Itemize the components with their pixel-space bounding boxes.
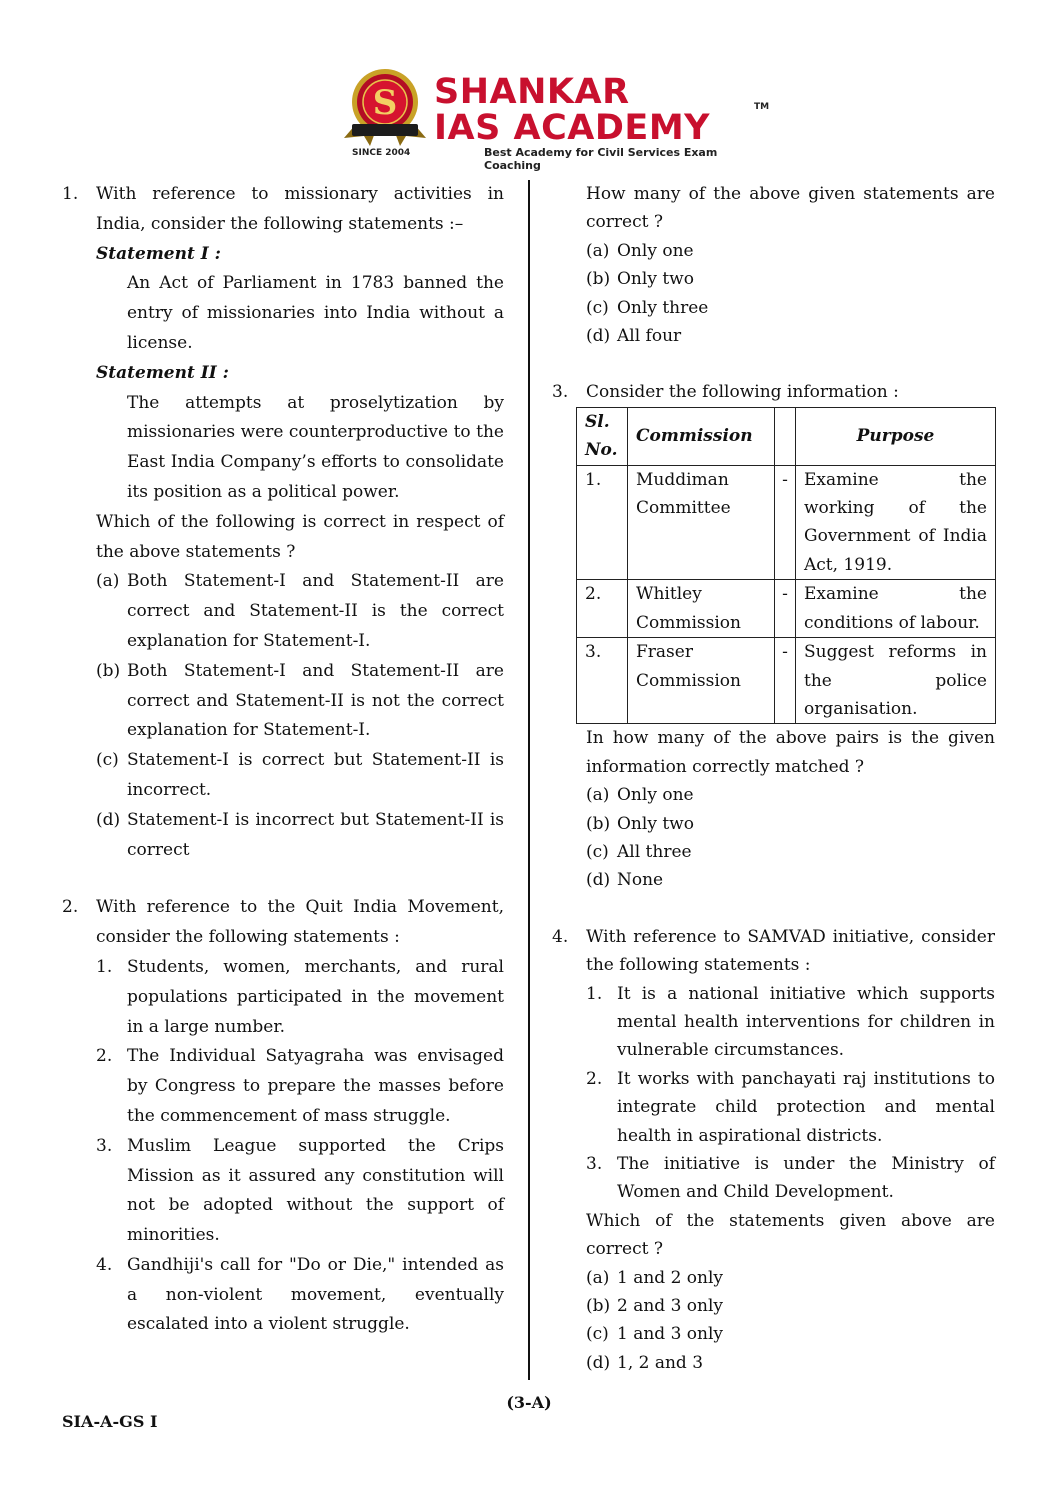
cell-purpose: Examine the working of the Government of India Act, 1919. [796,465,996,580]
option-text: Only two [617,269,694,290]
option-label: (d) [586,326,611,347]
statement-text: It is a national initiative which supports mental health interventions for children in vulnerable circumstances. [617,983,995,1061]
question-2 [62,893,504,1340]
commission-table [576,407,996,724]
statement-text: Students, women, merchants, and rural populations participated in the movement in a large number. [127,956,504,1037]
cell-dash: - [775,465,796,580]
cell-dash: - [775,580,796,638]
question-number: 4. [552,926,569,947]
table-row [577,580,996,638]
column-header-sl-no: Sl. No. [577,407,628,465]
column-divider [528,180,530,1380]
column-header-commission: Commission [628,407,775,465]
option-label: (c) [586,297,609,318]
option-c [586,838,995,866]
statement-label: 3. [586,1154,603,1174]
option-label: (c) [586,841,609,862]
option-label: (a) [586,1267,610,1288]
option-label: (a) [96,571,120,592]
statement-2-text: The attempts at proselytization by missionaries were counterproductive to the East India Company’s efforts to consolidate its position as a political power. [127,392,504,502]
question-2-continued [552,180,995,350]
option-text: Only three [617,297,709,318]
option-label: (d) [96,809,121,830]
question-stem: With reference to the Quit India Movement, consider the following statements : [96,897,504,948]
right-column [552,180,995,1377]
option-a [586,781,995,809]
trademark-mark: TM [754,102,770,112]
svg-text:S: S [372,83,398,123]
option-a [586,1264,995,1292]
question-stem: With reference to SAMVAD initiative, consider the following statements : [586,926,995,976]
question-1 [62,180,504,865]
brand-line-1: SHANKAR [434,72,630,112]
cell-commission: Fraser Commission [628,638,775,724]
option-text: All three [617,841,692,862]
cell-sl: 2. [577,580,628,638]
dash-spacer [775,407,796,465]
statement-item [96,1042,504,1131]
question-3 [552,378,995,406]
since-label: SINCE 2004 [352,148,411,158]
statement-1-text: An Act of Parliament in 1783 banned the entry of missionaries into India without a license. [127,273,504,353]
statement-item [586,1150,995,1207]
option-label: (b) [96,660,121,681]
option-label: (c) [96,750,119,771]
paper-code: SIA-A-GS I [62,1412,158,1431]
statement-label: 2. [96,1046,113,1067]
cell-commission: Whitley Commission [628,580,775,638]
cell-purpose: Examine the conditions of labour. [796,580,996,638]
option-b [586,265,995,293]
option-text: Statement-I is correct but Statement-II is incorrect. [127,750,504,800]
question-gap [552,350,995,378]
option-d [586,322,995,350]
statement-item [586,980,995,1065]
option-label: (d) [586,870,611,891]
column-header-purpose: Purpose [796,407,996,465]
option-label: (a) [586,240,610,261]
option-label: (b) [586,1296,611,1317]
question-prompt: Which of the following is correct in respect of the above statements ? [96,511,504,562]
cell-sl: 1. [577,465,628,580]
cell-sl: 3. [577,638,628,724]
academy-emblem-icon [342,66,428,158]
statement-item [96,1251,504,1340]
brand-name [434,74,710,146]
statement-item [586,1065,995,1150]
option-a [96,567,504,656]
question-prompt: In how many of the above pairs is the given information correctly matched ? [586,728,995,777]
option-d [586,866,995,894]
option-label: (b) [586,269,611,290]
statement-1-title: Statement I : [96,243,221,264]
option-d [96,806,504,866]
option-text: Both Statement-I and Statement-II are correct and Statement-II is the correct explanation for Statement-I. [127,571,504,651]
question-gap [62,865,504,893]
statement-text: Muslim League supported the Crips Mission as it assured any constitution will not be adopted without the support of minorities. [127,1135,504,1246]
option-c [96,746,504,806]
table-row [577,465,996,580]
option-text: Statement-I is incorrect but Statement-II is correct [127,809,504,860]
cell-purpose: Suggest reforms in the police organisation. [796,638,996,724]
question-3-continued [552,724,995,894]
option-b [96,657,504,746]
option-text: All four [617,326,682,347]
option-b [586,1292,995,1320]
option-c [586,1320,995,1348]
option-b [586,810,995,838]
statement-text: The initiative is under the Ministry of Women and Child Development. [617,1154,995,1203]
option-text: 1, 2 and 3 [617,1352,704,1373]
option-label: (c) [586,1324,609,1345]
statement-item [96,1132,504,1251]
option-d [586,1349,995,1377]
left-column [62,180,504,1340]
question-stem: With reference to missionary activities in India, consider the following statements :– [96,184,504,234]
question-prompt: How many of the above given statements are correct ? [586,184,995,233]
cell-commission: Muddiman Committee [628,465,775,580]
option-text: Only one [617,240,694,261]
option-c [586,294,995,322]
question-number: 1. [62,184,79,204]
question-stem: Consider the following information : [586,382,899,403]
option-text: 1 and 2 only [617,1267,724,1288]
question-4 [552,923,995,1378]
statement-text: It works with panchayati raj institutions to integrate child protection and mental health in aspirational districts. [617,1068,995,1146]
option-label: (a) [586,785,610,806]
option-a [586,237,995,265]
option-text: 2 and 3 only [617,1296,724,1317]
statement-label: 1. [96,956,113,977]
option-text: Only two [617,813,694,834]
brand-tagline: Best Academy for Civil Services Exam Coaching [484,146,718,172]
cell-dash: - [775,638,796,724]
academy-logo [338,62,778,172]
question-gap [552,895,995,923]
brand-line-2: IAS ACADEMY [434,108,710,148]
option-text: None [617,870,664,891]
question-number: 3. [552,382,569,403]
statement-label: 2. [586,1068,603,1089]
statement-item [96,953,504,1042]
statement-label: 1. [586,983,603,1004]
option-text: Both Statement-I and Statement-II are correct and Statement-II is not the correct explanation for Statement-I. [127,660,504,741]
page-number: (3-A) [506,1393,552,1412]
question-prompt: Which of the statements given above are correct ? [586,1210,995,1260]
statement-text: Gandhiji's call for "Do or Die," intended as a non-violent movement, eventually escalated into a violent struggle. [127,1254,504,1335]
option-label: (b) [586,813,611,834]
statement-label: 4. [96,1254,113,1275]
statement-label: 3. [96,1135,113,1156]
option-text: 1 and 3 only [617,1324,724,1345]
table-row [577,638,996,724]
question-number: 2. [62,897,79,918]
option-text: Only one [617,785,694,806]
table-header-row [577,407,996,465]
option-label: (d) [586,1352,611,1373]
statement-2-title: Statement II : [96,362,229,383]
statement-text: The Individual Satyagraha was envisaged by Congress to prepare the masses before the commencement of mass struggle. [127,1046,504,1126]
